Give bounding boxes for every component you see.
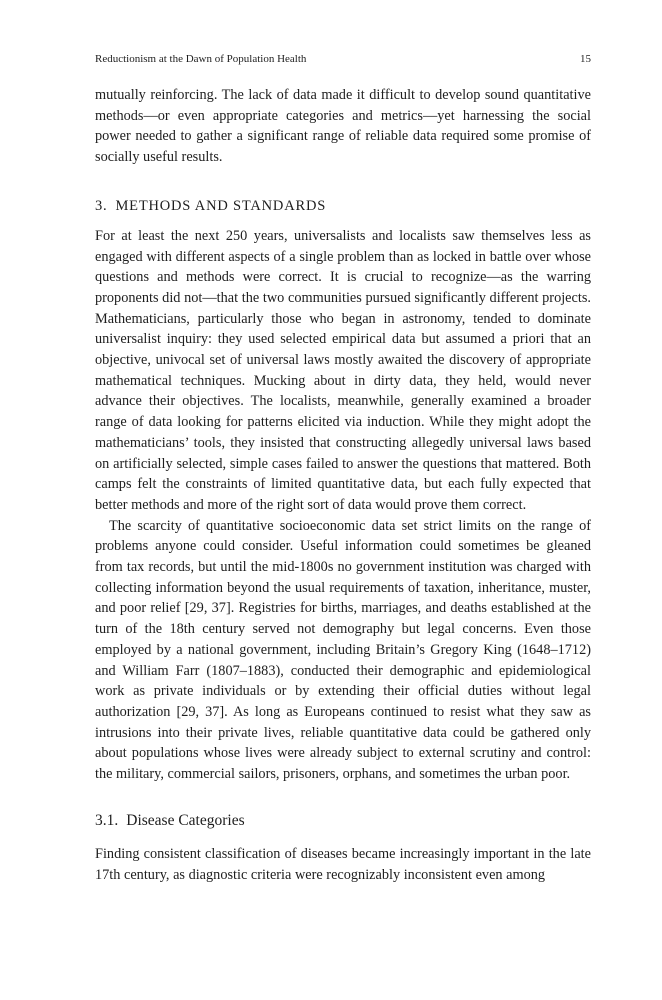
section-number: 3. bbox=[95, 197, 108, 214]
paragraph-scarcity-of-data: The scarcity of quantitative socioeconomic data set strict limits on the range of problems anyone could consider. Useful information could sometimes be gleaned from tax records, but until the mid-1800s no government institution was charged with collecting information beyond the usual requirements of taxation, inheritance, muster, and poor relief [29, 37]. Registries for births, marriages, and deaths established at the turn of the 18th century served not demography but legal concerns. Even those employed by a national government, including Britain’s Gregory King (1648–1712) and William Farr (1807–1883), conducted their demographic and epidemiological work as private individuals or by extending their official duties without legal authorization [29, 37]. As long as Europeans continued to resist what they saw as intrusions into their private lives, reliable quantitative data could be gathered only about populations whose lives were already subject to external scrutiny and control: the military, commercial sailors, prisoners, orphans, and sometimes the urban poor. bbox=[95, 517, 591, 783]
section-heading-methods-and-standards bbox=[95, 196, 591, 216]
paragraph-disease-classification: Finding consistent classification of diseases became increasingly important in the late 17th century, as diagnostic criteria were recognizably inconsistent even among bbox=[95, 845, 591, 883]
running-header bbox=[95, 52, 591, 66]
subsection-heading-disease-categories bbox=[95, 811, 591, 831]
page-number: 15 bbox=[580, 53, 591, 65]
body-text bbox=[95, 85, 591, 885]
section-title: METHODS AND STANDARDS bbox=[115, 197, 327, 214]
paragraph-continuation: mutually reinforcing. The lack of data made it difficult to develop sound quantitative methods—or even appropriate categories and metrics—yet harnessing the social power needed to gather a significant range of reliable data required some promise of socially useful results. bbox=[95, 87, 591, 166]
subsection-number: 3.1. bbox=[95, 811, 119, 829]
subsection-title: Disease Categories bbox=[126, 811, 245, 829]
paragraph-universalists-localists: For at least the next 250 years, universalists and localists saw themselves less as engaged with different aspects of a single problem than as locked in battle over whose questions and methods were correct. It is crucial to recognize—as the warring proponents did not—that the two communities pursued significantly different projects. Mathematicians, particularly those who began in astronomy, tended to dominate universalist inquiry: they used selected empirical data but assumed a priori that an objective, univocal set of universal laws mostly awaited the discovery of appropriate mathematical techniques. Mucking about in dirty data, they held, would never advance their objectives. The localists, meanwhile, generally examined a broader range of data looking for patterns elicited via induction. While they might adopt the mathematicians’ tools, they insisted that constructing allegedly universal laws based on artificially selected, simple cases failed to answer the questions that mattered. Both camps felt the constraints of limited quantitative data, but each fully expected that better methods and more of the right sort of data would prove them correct. bbox=[95, 227, 591, 513]
running-title: Reductionism at the Dawn of Population Health bbox=[95, 53, 307, 65]
